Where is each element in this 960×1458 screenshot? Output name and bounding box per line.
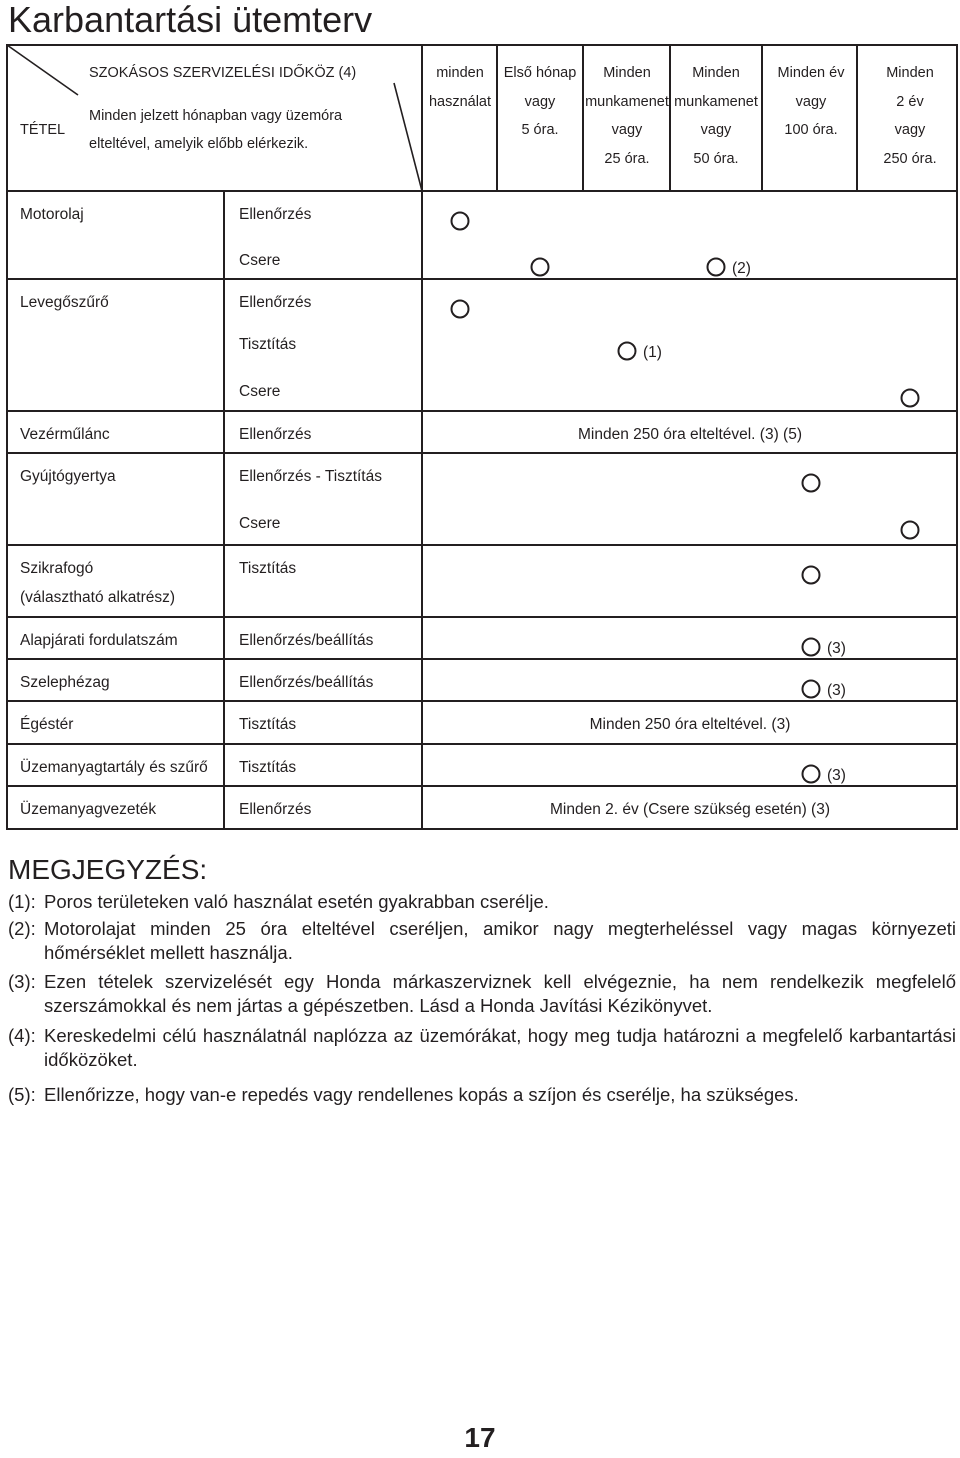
row-action-label: Csere	[239, 515, 281, 532]
header-column-label: 250 óra.	[883, 151, 937, 167]
schedule-mark-circle	[803, 567, 820, 584]
row-interval-note: Minden 2. év (Csere szükség esetén) (3)	[550, 801, 830, 818]
header-diagonal-guide	[78, 83, 394, 95]
row-interval-note: Minden 250 óra elteltével. (3) (5)	[577, 426, 803, 443]
schedule-mark-circle	[902, 522, 919, 539]
note-2	[8, 917, 956, 964]
header-column-label: vagy	[700, 122, 732, 138]
header-column-label: munkamenet	[585, 94, 669, 110]
schedule-mark-circle	[803, 475, 820, 492]
schedule-mark-circle	[619, 343, 636, 360]
header-column-label: 5 óra.	[521, 122, 559, 138]
row-action-label: Ellenőrzés	[239, 206, 312, 223]
schedule-mark-note: (3)	[827, 682, 846, 699]
row-item-label: Szikrafogó	[20, 560, 94, 577]
row-item-label: Levegőszűrő	[20, 294, 109, 311]
row-action-label: Tisztítás	[239, 759, 297, 776]
row-item-label: (választható alkatrész)	[20, 589, 176, 606]
header-column-label: vagy	[524, 94, 556, 110]
header-column-label: Első hónap	[503, 65, 577, 81]
note-number: (2):	[8, 918, 36, 939]
note-3	[8, 970, 956, 1017]
schedule-mark-circle	[452, 301, 469, 318]
page-number: 17	[464, 1422, 496, 1453]
header-diagonal	[7, 45, 78, 95]
schedule-mark-circle	[803, 681, 820, 698]
note-text: Ezen tételek szervizelését egy Honda márkaszerviznek kell elvégeznie, ha nem rendelkezik megfelelő szerszámokkal és nem jártas a gépészetben. Lásd a Honda Javítási Kézikönyvet.	[44, 971, 956, 1016]
note-4	[8, 1024, 956, 1071]
header-column-label: minden	[436, 65, 484, 81]
row-action-label: Ellenőrzés	[239, 426, 312, 443]
schedule-mark-circle	[803, 766, 820, 783]
schedule-mark-circle	[803, 639, 820, 656]
note-5	[8, 1083, 956, 1107]
header-column-label: 100 óra.	[784, 122, 838, 138]
row-item-label: Üzemanyagtartály és szűrő	[20, 759, 208, 776]
row-action-label: Tisztítás	[239, 560, 297, 577]
header-item-label: TÉTEL	[20, 122, 66, 138]
header-interval-description: Minden jelzett hónapban vagy üzemóra	[89, 108, 343, 124]
schedule-mark-circle	[902, 390, 919, 407]
header-interval-title: SZOKÁSOS SZERVIZELÉSI IDŐKÖZ (4)	[89, 65, 357, 81]
schedule-mark-circle	[708, 259, 725, 276]
row-item-label: Üzemanyagvezeték	[20, 801, 157, 818]
note-number: (1):	[8, 891, 36, 912]
row-action-label: Csere	[239, 383, 281, 400]
note-text: Poros területeken való használat esetén gyakrabban cserélje.	[44, 891, 549, 912]
schedule-mark-note: (3)	[827, 767, 846, 784]
row-action-label: Ellenőrzés - Tisztítás	[239, 468, 382, 485]
row-item-label: Motorolaj	[20, 206, 84, 223]
header-column-label: vagy	[611, 122, 643, 138]
row-action-label: Csere	[239, 252, 281, 269]
header-column-label: Minden	[603, 65, 651, 81]
schedule-mark-note: (3)	[827, 640, 846, 657]
schedule-mark-circle	[452, 213, 469, 230]
row-item-label: Gyújtógyertya	[20, 468, 116, 485]
header-column-label: Minden év	[777, 65, 845, 81]
header-diagonal	[394, 83, 422, 191]
row-item-label: Vezérműlánc	[20, 426, 110, 443]
page-title: Karbantartási ütemterv	[8, 0, 373, 40]
header-column-label: Minden	[692, 65, 740, 81]
row-interval-note: Minden 250 óra elteltével. (3)	[589, 716, 791, 733]
header-column-label: 2 év	[896, 94, 924, 110]
header-column-label: használat	[428, 94, 492, 110]
row-action-label: Ellenőrzés	[239, 801, 312, 818]
note-1	[8, 890, 956, 914]
row-action-label: Ellenőrzés	[239, 294, 312, 311]
header-column-label: 25 óra.	[604, 151, 650, 167]
row-action-label: Tisztítás	[239, 336, 297, 353]
row-item-label: Égéstér	[20, 716, 74, 733]
header-column-label: munkamenet	[674, 94, 758, 110]
header-column-label: vagy	[795, 94, 827, 110]
table-frame	[7, 45, 957, 829]
notes-title: MEGJEGYZÉS:	[8, 854, 208, 885]
header-column-label: Minden	[886, 65, 934, 81]
note-number: (5):	[8, 1084, 36, 1105]
schedule-mark-circle	[532, 259, 549, 276]
note-text: Ellenőrizze, hogy van-e repedés vagy rendellenes kopás a szíjon és cserélje, ha szükséges.	[44, 1084, 799, 1105]
row-item-label: Szelephézag	[20, 674, 110, 691]
row-item-label: Alapjárati fordulatszám	[20, 632, 178, 649]
row-action-label: Tisztítás	[239, 716, 297, 733]
note-text: Motorolajat minden 25 óra elteltével cseréljen, amikor nagy megterheléssel vagy magas környezeti hőmérséklet mellett használja.	[44, 918, 956, 963]
note-number: (3):	[8, 971, 36, 992]
header-interval-description: elteltével, amelyik előbb elérkezik.	[89, 136, 309, 152]
schedule-mark-note: (2)	[732, 260, 751, 277]
row-action-label: Ellenőrzés/beállítás	[239, 674, 374, 691]
note-text: Kereskedelmi célú használatnál naplózza az üzemórákat, hogy meg tudja határozni a megfelelő karbantartási időközöket.	[44, 1025, 956, 1070]
note-number: (4):	[8, 1025, 36, 1046]
schedule-mark-note: (1)	[643, 344, 662, 361]
header-column-label: 50 óra.	[693, 151, 739, 167]
row-action-label: Ellenőrzés/beállítás	[239, 632, 374, 649]
header-column-label: vagy	[894, 122, 926, 138]
